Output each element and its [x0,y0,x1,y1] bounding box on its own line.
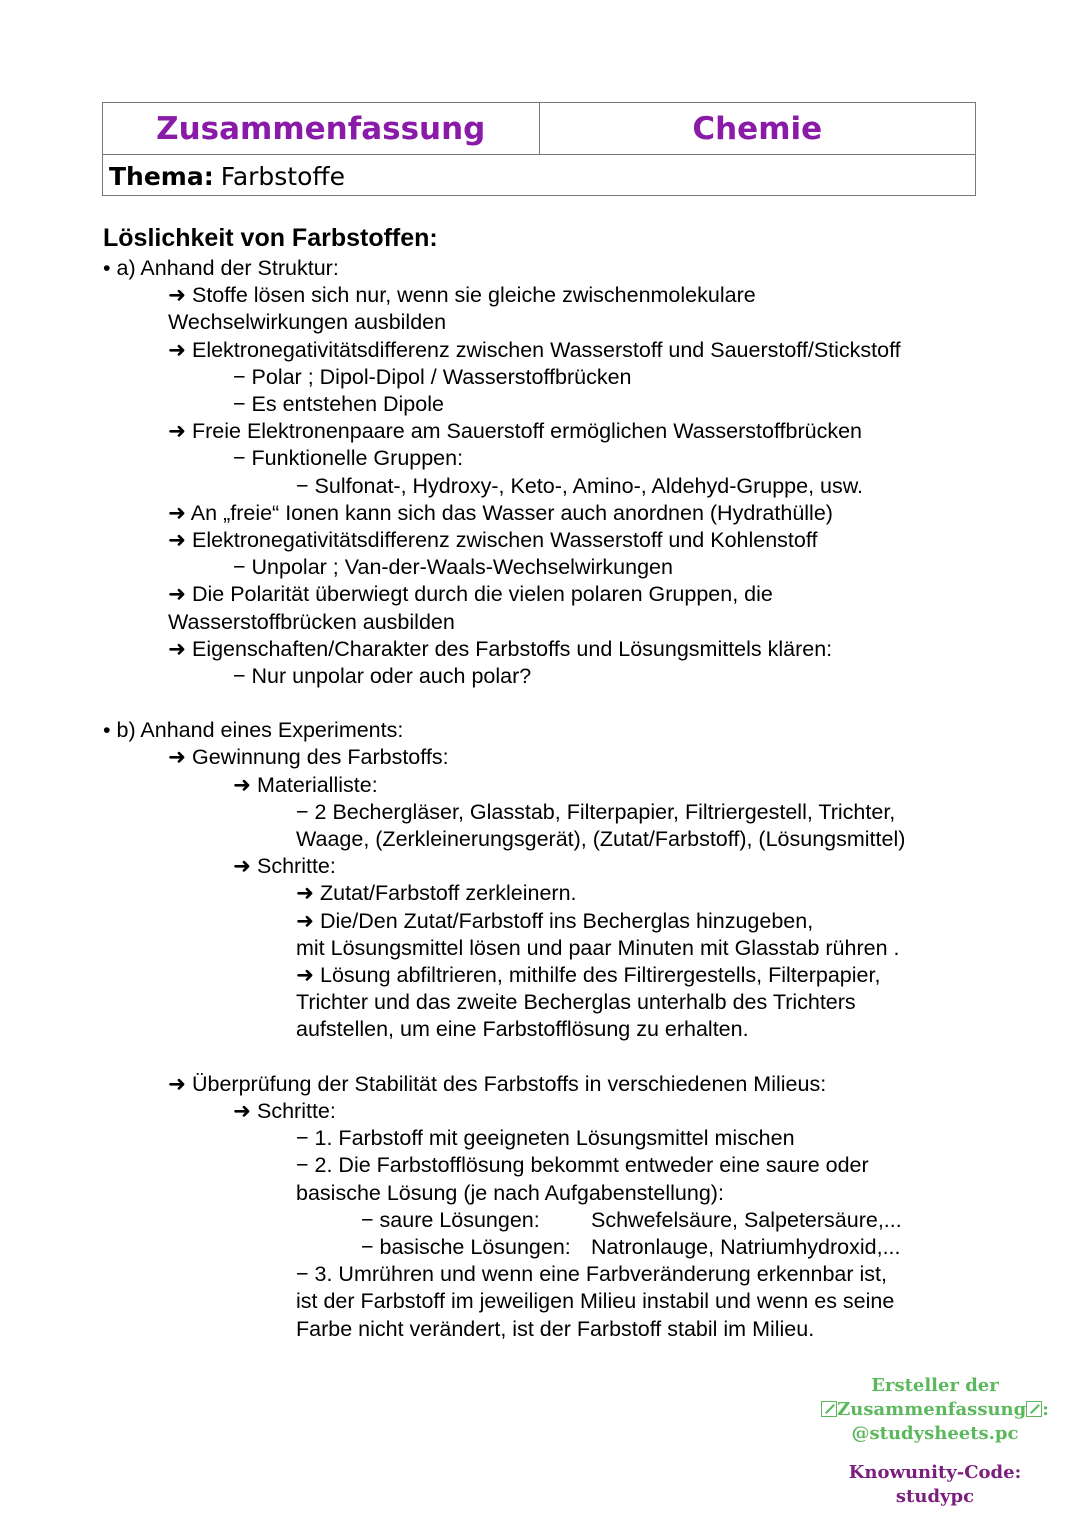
text-line: ➜ Überprüfung der Stabilität des Farbstoffs in verschiedenen Milieus: [168,1071,827,1096]
credit-line: Ersteller der [871,1375,999,1396]
text-line: ➜ Eigenschaften/Charakter des Farbstoffs und Lösungsmittels klären: [168,636,833,661]
text-line: Wechselwirkungen ausbilden [168,310,447,335]
acid-value: Schwefelsäure, Salpetersäure,... [591,1207,902,1232]
text-line: ➜ Lösung abfiltrieren, mithilfe des Filtirergestells, Filterpapier, [296,963,881,988]
text-line: Trichter und das zweite Becherglas unterhalb des Trichters [296,990,856,1015]
section-b-title: • b) Anhand eines Experiments: [103,718,404,743]
text-line: ➜ An „freie“ Ionen kann sich das Wasser auch anordnen (Hydrathülle) [168,500,833,525]
knowunity-code: studypc [895,1486,975,1507]
text-line: ➜ Schritte: [233,1098,336,1123]
document-body [103,222,983,1343]
text-line: − 3. Umrühren und wenn eine Farbveränderung erkennbar ist, [296,1262,887,1287]
base-value: Natronlauge, Natriumhydroxid,... [591,1234,901,1259]
topic-label: Thema: [109,161,214,191]
text-line: − 1. Farbstoff mit geeigneten Lösungsmittel mischen [296,1126,795,1151]
text-line: ➜ Die/Den Zutat/Farbstoff ins Becherglas hinzugeben, [296,908,814,933]
text-line: ➜ Gewinnung des Farbstoffs: [168,745,449,770]
section-a-title: • a) Anhand der Struktur: [103,256,339,280]
text-line: ➜ Schritte: [233,854,336,879]
text-line: Wasserstoffbrücken ausbilden [168,609,455,634]
text-line: ➜ Freie Elektronenpaare am Sauerstoff ermöglichen Wasserstoffbrücken [168,419,863,444]
topic-value: Farbstoffe [220,161,346,191]
text-line: Farbe nicht verändert, ist der Farbstoff stabil im Milieu. [296,1316,815,1341]
header-table [102,102,976,196]
memo-icon [1026,1401,1042,1417]
acid-label: − saure Lösungen: [361,1207,540,1232]
credit-summary: Zusammenfassung [837,1399,1027,1420]
text-line: ➜ Zutat/Farbstoff zerkleinern. [296,881,577,906]
text-line: mit Lösungsmittel lösen und paar Minuten mit Glasstab rühren . [296,935,900,960]
knowunity-label: Knowunity-Code: [848,1462,1022,1483]
text-line: − Sulfonat-, Hydroxy-, Keto-, Amino-, Aldehyd-Gruppe, usw. [296,473,864,498]
section-heading: Löslichkeit von Farbstoffen: [103,224,438,252]
text-line: Waage, (Zerkleinerungsgerät), (Zutat/Farbstoff), (Lösungsmittel) [296,827,906,852]
topic-row [103,155,975,197]
text-line: − Unpolar ; Van-der-Waals-Wechselwirkungen [233,555,673,580]
text-line: − Es entstehen Dipole [233,392,444,417]
credit-author-line [790,1398,1080,1422]
text-line: − 2 Bechergläser, Glasstab, Filterpapier, Filtriergestell, Trichter, [296,799,896,824]
base-label: − basische Lösungen: [361,1234,571,1259]
text-line: ➜ Die Polarität überwiegt durch die vielen polaren Gruppen, die [168,582,773,607]
subject-title: Chemie [692,110,823,147]
text-line: − Polar ; Dipol-Dipol / Wasserstoffbrücken [233,364,632,389]
text-line: ➜ Materialliste: [233,772,378,797]
text-line: ➜ Elektronegativitätsdifferenz zwischen Wasserstoff und Kohlenstoff [168,528,818,553]
text-line: aufstellen, um eine Farbstofflösung zu erhalten. [296,1017,749,1042]
text-line: basische Lösung (je nach Aufgabenstellung): [296,1180,724,1205]
credit-handle: @studysheets.pc [851,1423,1019,1444]
text-line: − Funktionelle Gruppen: [233,446,464,471]
memo-icon [821,1401,837,1417]
text-line: − 2. Die Farbstofflösung bekommt entweder eine saure oder [296,1153,869,1178]
acid-line [103,1207,983,1234]
summary-title: Zusammenfassung [103,103,540,154]
header-title-row [103,103,975,155]
credit-colon: : [1042,1399,1049,1420]
credits-block [790,1374,1080,1509]
text-line: ➜ Elektronegativitätsdifferenz zwischen Wasserstoff und Sauerstoff/Stickstoff [168,337,901,362]
text-line: − Nur unpolar oder auch polar? [233,664,532,689]
base-line [103,1234,983,1261]
text-line: ist der Farbstoff im jeweiligen Milieu instabil und wenn es seine [296,1289,895,1314]
text-line: ➜ Stoffe lösen sich nur, wenn sie gleiche zwischenmolekulare [168,283,756,308]
